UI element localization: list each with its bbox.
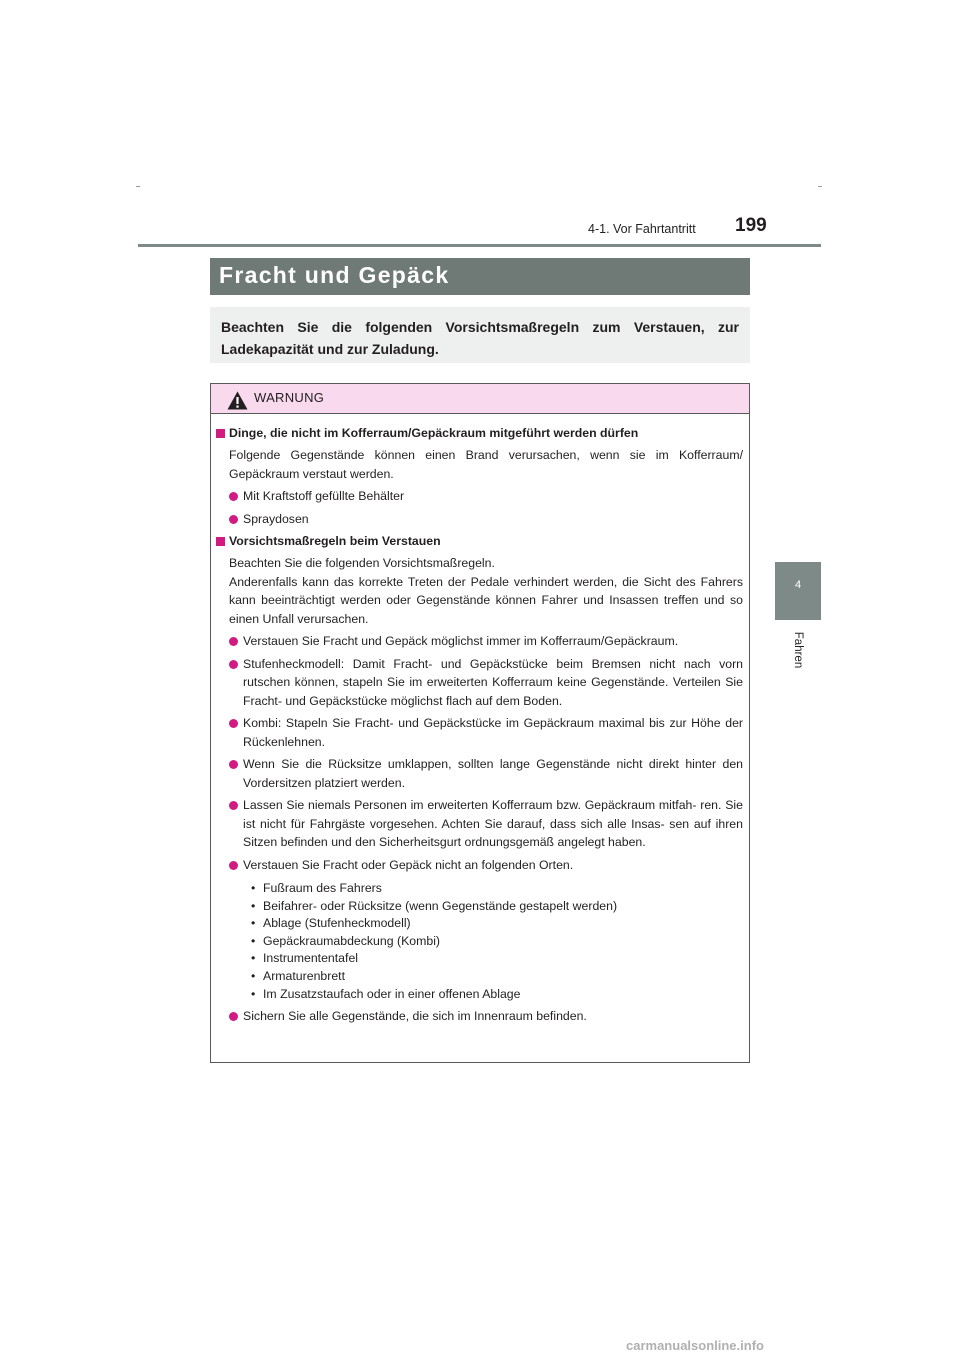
location-marker: •: [251, 898, 256, 913]
list-item: [229, 655, 743, 711]
square-bullet-icon: [216, 537, 225, 546]
location-text: Im Zusatzstaufach oder in einer offenen Ablage: [263, 986, 521, 1001]
warning-triangle-icon: [227, 391, 248, 410]
section-label: 4-1. Vor Fahrtantritt: [588, 222, 696, 236]
circle-bullet-icon: [229, 719, 238, 728]
location-item: [251, 950, 749, 968]
warning-header: [211, 384, 749, 414]
location-text: Armaturenbrett: [263, 968, 346, 983]
heading-text: Vorsichtsmaßregeln beim Verstauen: [229, 534, 441, 548]
square-bullet-icon: [216, 429, 225, 438]
chapter-label-container: [772, 628, 824, 672]
list-item-text: Verstauen Sie Fracht oder Gepäck nicht an folgenden Orten.: [243, 857, 574, 872]
circle-bullet-icon: [229, 760, 238, 769]
intro-text: Beachten Sie die folgenden Vorsichtsmaßregeln zum Verstauen, zur Ladekapazität und zur Zuladung.: [221, 319, 739, 357]
list-item-text: Sichern Sie alle Gegenstände, die sich im Innenraum befinden.: [243, 1009, 587, 1024]
list-item-text: Mit Kraftstoff gefüllte Behälter: [243, 489, 405, 503]
list-item: [229, 796, 743, 852]
watermark: carmanualsonline.info: [626, 1338, 764, 1353]
circle-bullet-icon: [229, 1012, 238, 1021]
warning-paragraph: Folgende Gegenstände können einen Brand verursachen, wenn sie im Kofferraum/ Gepäckraum verstaut werden.: [229, 448, 743, 481]
crop-mark-right: [818, 186, 822, 187]
intro-box: [210, 307, 750, 363]
list-item-text: Lassen Sie niemals Personen im erweiterten Kofferraum bzw. Gepäckraum mitfah- ren. Sie ist nicht für Fahrgäste vorgesehen. Achten Sie darauf, dass sich alle Insas- sen auf ihren Sitzen befinden und den Sicherheitsgurt ordnungsgemäß angelegt haben.: [243, 798, 743, 849]
circle-bullet-icon: [229, 801, 238, 810]
page-title: Fracht und Gepäck: [219, 262, 450, 288]
title-bar: [210, 258, 750, 295]
list-item-text: Wenn Sie die Rücksitze umklappen, sollten lange Gegenstände nicht direkt hinter den Vordersitzen platziert werden.: [243, 757, 743, 790]
page-number: 199: [735, 215, 767, 236]
heading-text: Dinge, die nicht im Kofferraum/Gepäckraum mitgeführt werden dürfen: [229, 426, 639, 440]
list-item: [229, 714, 743, 751]
header-rule: [138, 244, 821, 247]
location-marker: •: [251, 916, 256, 931]
circle-bullet-icon: [229, 515, 238, 524]
location-item: [251, 986, 749, 1004]
list-item-text: Verstauen Sie Fracht und Gepäck möglichst immer im Kofferraum/Gepäckraum.: [243, 634, 679, 648]
location-item: [251, 915, 749, 933]
location-item: [251, 880, 749, 898]
warning-heading: [216, 532, 749, 551]
location-text: Instrumententafel: [263, 951, 359, 966]
list-item-text: Kombi: Stapeln Sie Fracht- und Gepäckstücke im Gepäckraum maximal bis zur Höhe der Rückenlehnen.: [243, 716, 743, 749]
warning-paragraph: Beachten Sie die folgenden Vorsichtsmaßregeln.: [229, 556, 495, 570]
list-item: [229, 510, 743, 529]
location-item: [251, 968, 749, 986]
warning-label: WARNUNG: [254, 390, 325, 405]
list-item: [229, 1007, 743, 1026]
warning-body: [211, 424, 749, 1026]
circle-bullet-icon: [229, 637, 238, 646]
list-item: [229, 755, 743, 792]
warning-heading: [216, 424, 749, 443]
chapter-tab: [775, 562, 821, 620]
location-marker: •: [251, 881, 256, 895]
warning-box: [210, 383, 750, 1063]
location-text: Fußraum des Fahrers: [263, 881, 382, 895]
location-text: Beifahrer- oder Rücksitze (wenn Gegenstände gestapelt werden): [263, 898, 618, 913]
list-item-text: Stufenheckmodell: Damit Fracht- und Gepäckstücke beim Bremsen nicht nach vorn rutschen können, stapeln Sie im erweiterten Kofferraum keine Gegenstände. Verteilen Sie Fracht- und Gepäckstücke möglichst flach auf dem Boden.: [243, 656, 743, 708]
list-item: [229, 632, 743, 651]
location-item: [251, 898, 749, 916]
location-marker: •: [251, 933, 256, 948]
location-marker: •: [251, 986, 256, 1001]
list-item-text: Spraydosen: [243, 511, 309, 526]
circle-bullet-icon: [229, 861, 238, 870]
list-item: [229, 856, 743, 875]
location-marker: •: [251, 968, 256, 983]
location-item: [251, 933, 749, 951]
location-marker: •: [251, 951, 256, 966]
warning-paragraph: Anderenfalls kann das korrekte Treten der Pedale verhindert werden, die Sicht des Fahrers kann beeinträchtigt werden oder Gegenstände können Fahrer und Insassen treffen und so einen Unfall verursachen.: [229, 574, 743, 626]
list-item: [229, 487, 743, 506]
location-text: Ablage (Stufenheckmodell): [263, 916, 411, 931]
crop-mark-left: [136, 186, 140, 187]
chapter-label: Fahren: [792, 631, 804, 669]
location-text: Gepäckraumabdeckung (Kombi): [263, 933, 441, 948]
circle-bullet-icon: [229, 492, 238, 501]
circle-bullet-icon: [229, 660, 238, 669]
chapter-number: 4: [794, 579, 802, 591]
